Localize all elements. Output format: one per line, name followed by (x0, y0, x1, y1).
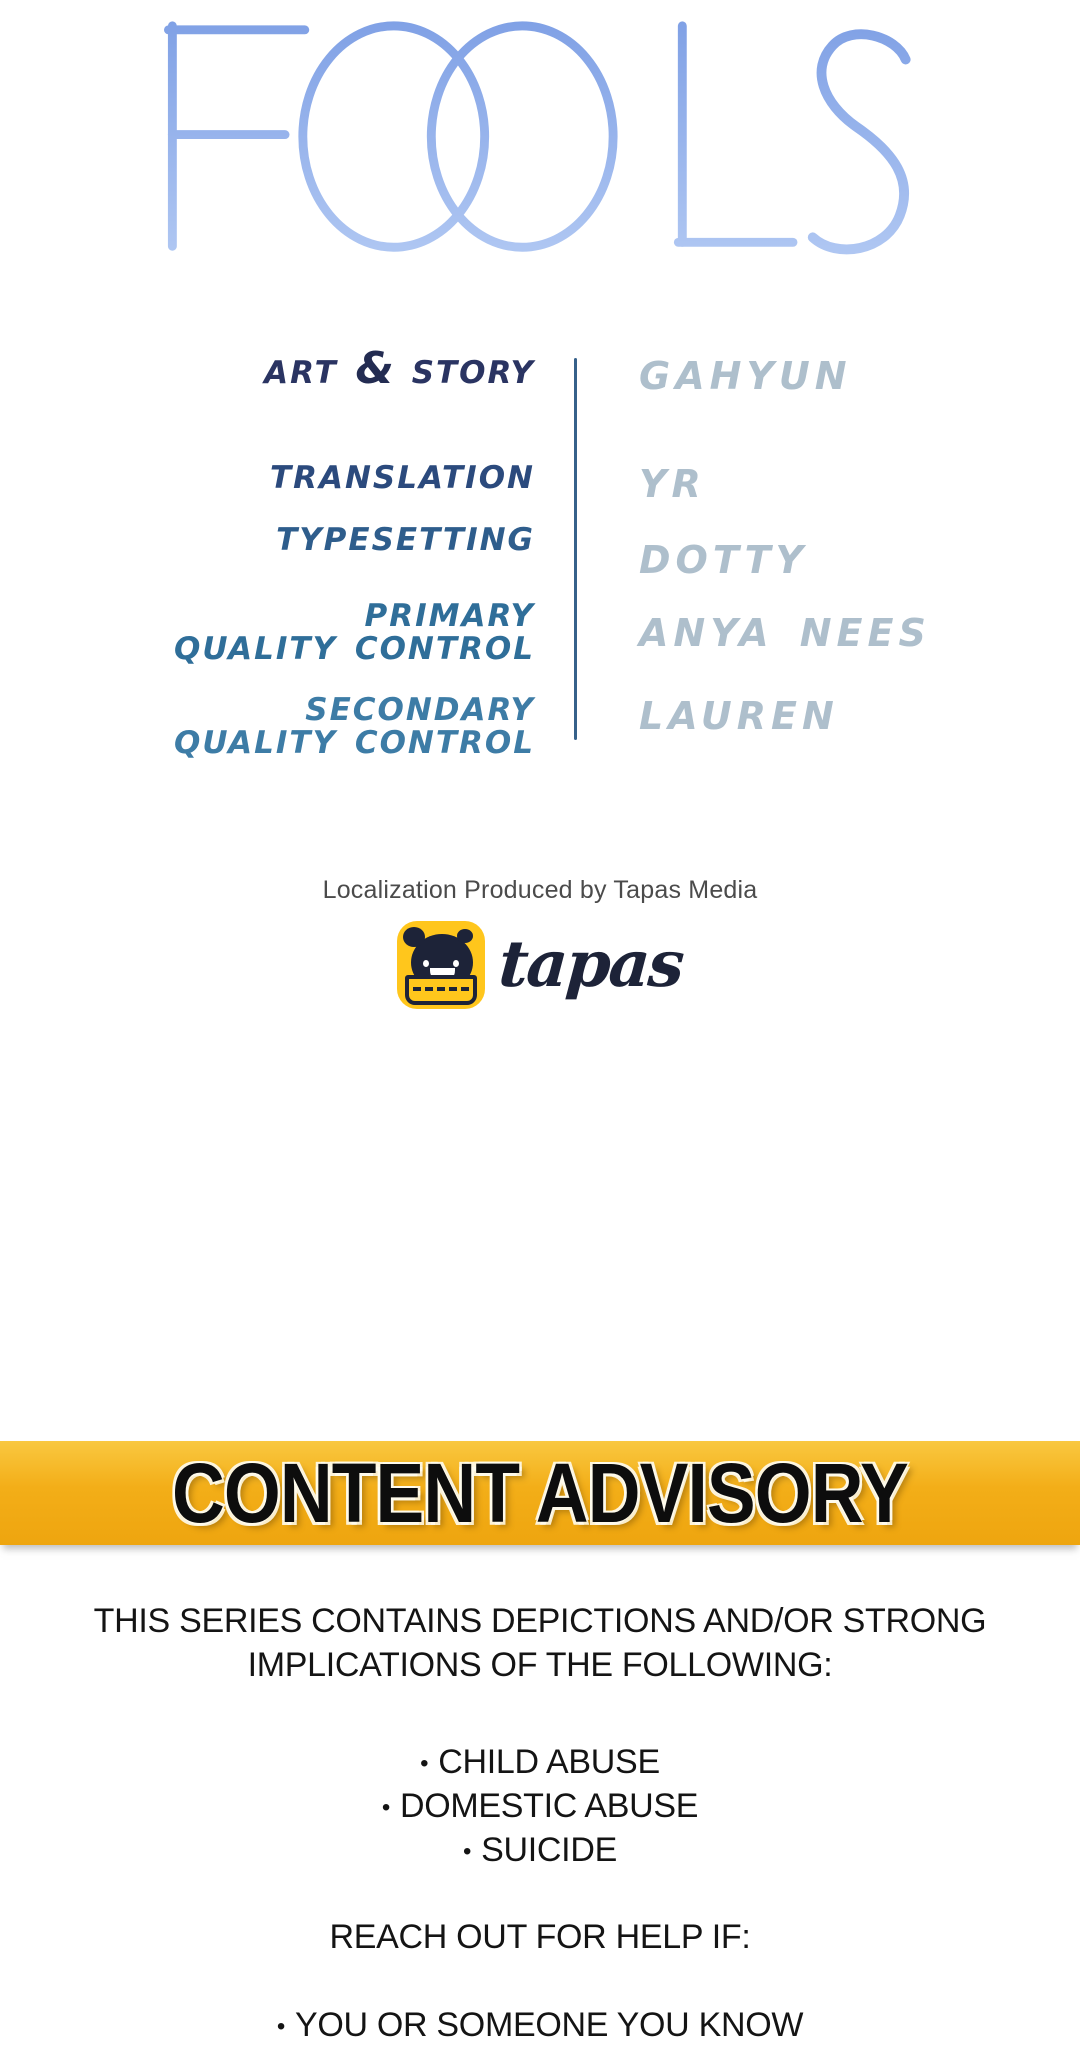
fools-title-svg (140, 16, 940, 268)
advisory-bullet-item (0, 1785, 1080, 1829)
tapas-wordmark: tapas (496, 927, 686, 1002)
advisory-intro-line: THIS SERIES CONTAINS DEPICTIONS AND/OR STRONG (93, 1602, 987, 1640)
credit-name: YR (639, 462, 706, 506)
credit-role (130, 694, 575, 760)
credit-name: LAUREN (639, 694, 839, 738)
credit-name: DOTTY (639, 538, 809, 582)
tapas-bear-icon (397, 921, 485, 1009)
content-advisory-label: CONTENT ADVISORY (172, 1445, 908, 1540)
advisory-bullet-list (0, 1741, 1080, 1873)
credit-role: TRANSLATION (269, 460, 535, 496)
credit-row-translation (130, 462, 990, 508)
advisory-bullet-item (0, 1829, 1080, 1873)
credit-row-primary-qc (130, 598, 990, 668)
credit-role (130, 600, 575, 666)
credit-role (130, 343, 575, 394)
bear-ear (457, 929, 473, 943)
credit-role-text: ART (264, 355, 338, 391)
bullet-text: DOMESTIC ABUSE (400, 1787, 699, 1825)
credit-row-secondary-qc (130, 694, 990, 764)
reach-out-heading: REACH OUT FOR HELP IF: (329, 1918, 751, 1956)
credit-role-line: QUALITY CONTROL (174, 631, 535, 667)
credit-role-line: SECONDARY (305, 692, 535, 728)
series-title-logo (140, 16, 940, 268)
bullet-text: YOU OR SOMEONE YOU KNOW (294, 2006, 804, 2044)
credit-role-text: STORY (411, 355, 535, 391)
bullet-text: SUICIDE (481, 1831, 617, 1869)
bear-eye (453, 960, 459, 967)
credit-name: GAHYUN (639, 354, 852, 398)
comic-credits-page (0, 16, 1080, 2044)
credit-row-art-story (130, 343, 990, 400)
credits-section (130, 343, 990, 764)
advisory-footer-bullet (0, 2003, 1080, 2049)
advisory-intro (0, 1599, 1080, 1687)
localization-caption: Localization Produced by Tapas Media (322, 876, 758, 904)
tapas-logo (0, 919, 1080, 1011)
credit-name: ANYA NEES (639, 611, 931, 655)
bullet-icon: • (420, 1750, 429, 1777)
ampersand: & (355, 343, 394, 394)
bullet-text: CHILD ABUSE (438, 1743, 660, 1781)
advisory-intro-line: IMPLICATIONS OF THE FOLLOWING: (247, 1646, 833, 1684)
credit-row-typesetting (130, 524, 990, 582)
bullet-icon: • (276, 2013, 285, 2040)
advisory-text-section (0, 1599, 1080, 2049)
credits-divider-line (574, 358, 577, 740)
pocket-stitch (413, 987, 469, 991)
advisory-bullet-item (0, 1741, 1080, 1785)
credit-role-line: PRIMARY (364, 598, 535, 634)
bear-eye (423, 960, 429, 967)
credit-role-line: QUALITY CONTROL (174, 725, 535, 761)
bullet-icon: • (381, 1794, 390, 1821)
pocket (405, 975, 477, 1005)
credit-role: TYPESETTING (276, 522, 535, 558)
content-advisory-banner (0, 1441, 1080, 1545)
letter-O2 (431, 26, 613, 247)
bullet-icon: • (463, 1838, 472, 1865)
letter-S (813, 34, 906, 249)
